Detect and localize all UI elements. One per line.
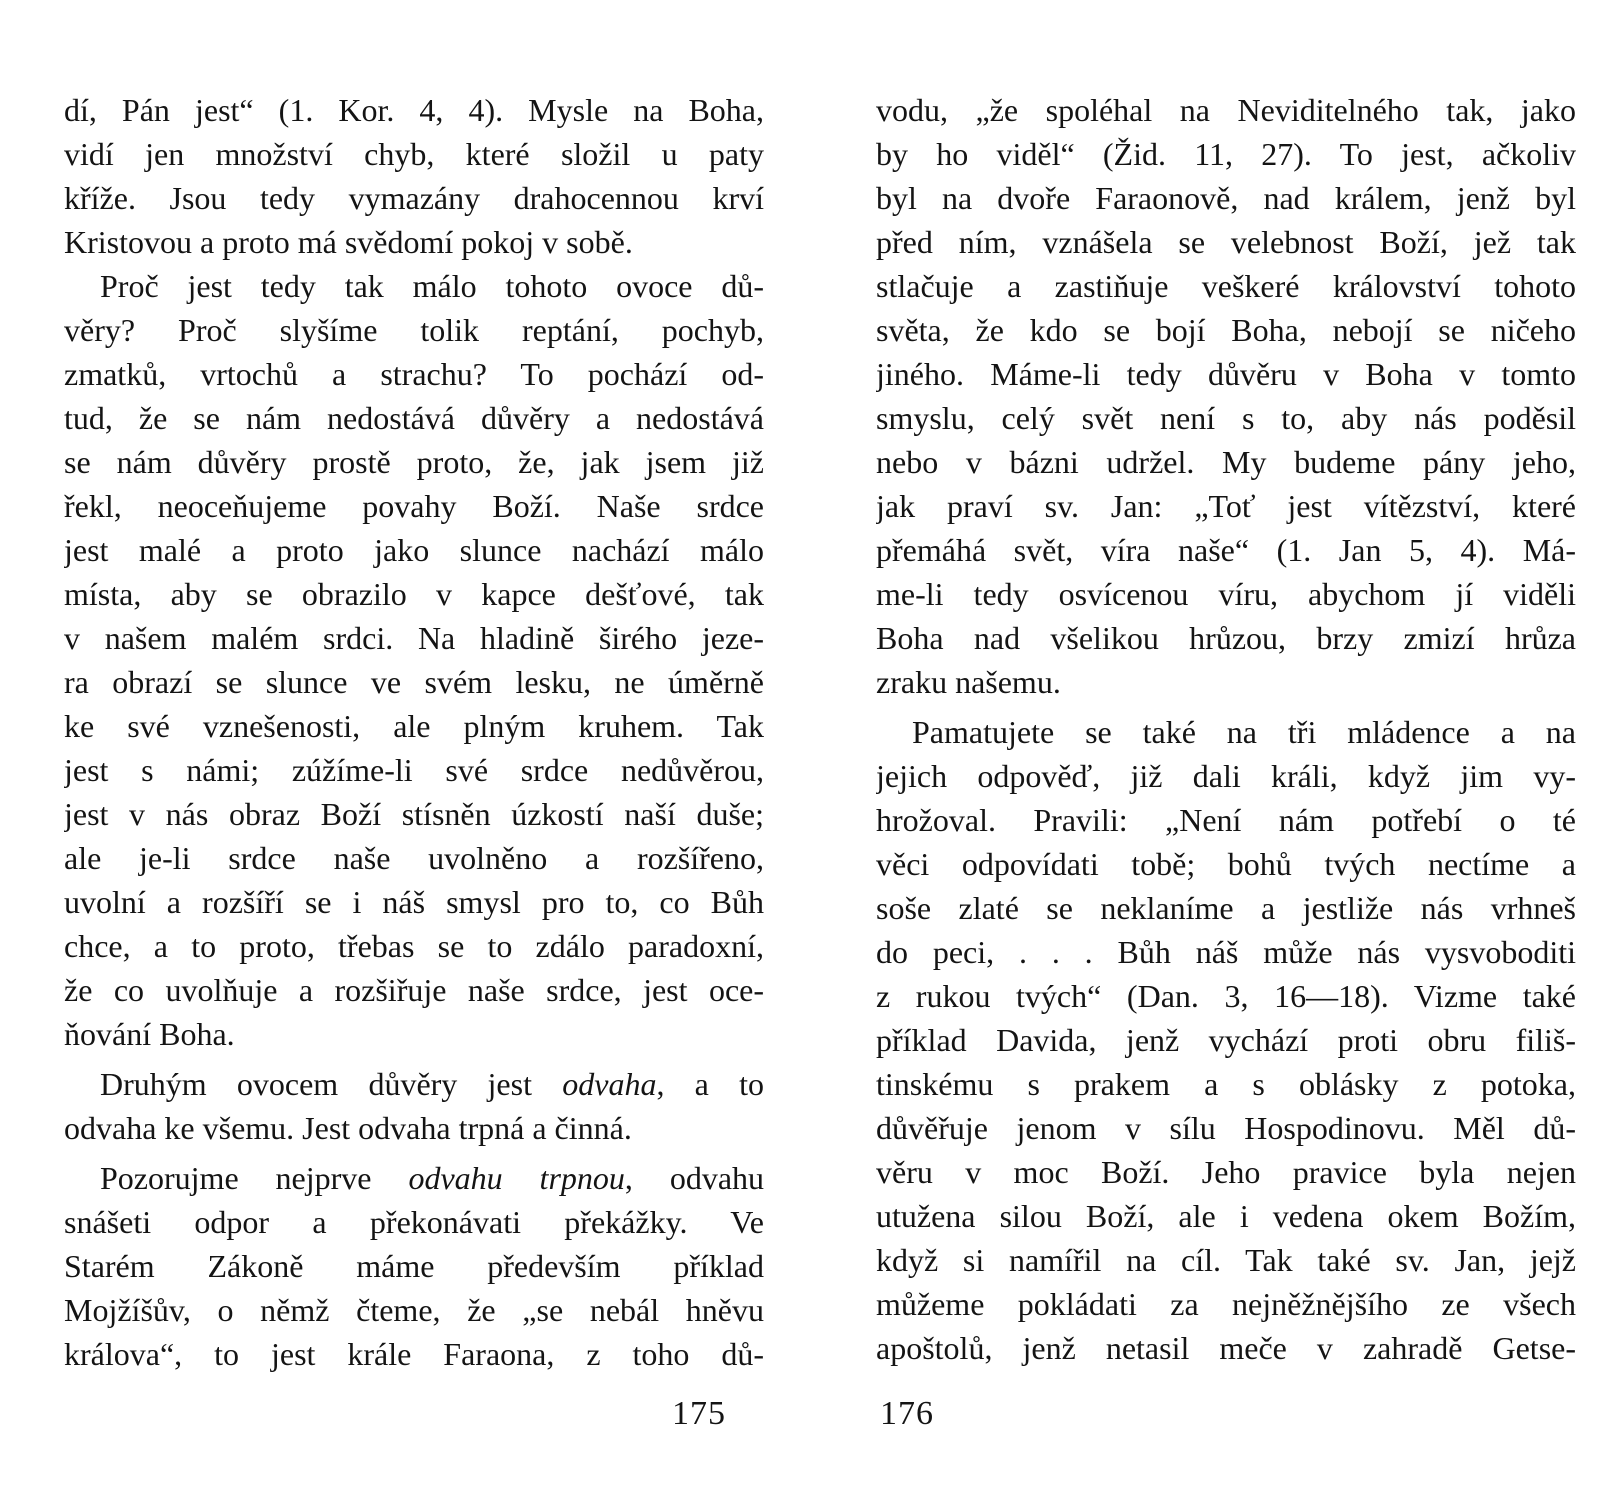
text-line: můžeme pokládati za nejněžnějšího ze všech: [876, 1286, 1576, 1322]
line-part: , a to: [656, 1066, 764, 1102]
text-line: ňování Boha.: [64, 1016, 235, 1052]
text-line: důvěřuje jenom v sílu Hospodinovu. Měl dů-: [876, 1110, 1576, 1146]
paragraph-start-line: Pamatujete se také na tři mládence a na: [912, 714, 1576, 750]
text-line: uvolní a rozšíří se i náš smysl pro to, co Bůh: [64, 884, 764, 920]
italic-term: odvaha: [562, 1066, 657, 1102]
paragraph-start-line: [64, 1062, 764, 1106]
text-line: řekl, neoceňujeme povahy Boží. Naše srdce: [64, 488, 764, 524]
text-line: jest v nás obraz Boží stísněn úzkostí naší duše;: [64, 796, 764, 832]
text-line: by ho viděl“ (Žid. 11, 27). To jest, ačkoliv: [876, 136, 1576, 172]
text-line: chce, a to proto, třebas se to zdálo paradoxní,: [64, 928, 764, 964]
text-line: smyslu, celý svět není s to, aby nás poděsil: [876, 400, 1576, 436]
text-line: zmatků, vrtochů a strachu? To pochází od-: [64, 356, 764, 392]
line-part: Druhým ovocem důvěry jest: [100, 1066, 532, 1102]
text-line: utužena silou Boží, ale i vedena okem Božím,: [876, 1198, 1576, 1234]
paragraph-start-line: Proč jest tedy tak málo tohoto ovoce dů-: [100, 268, 764, 304]
text-line: příklad Davida, jenž vychází proti obru filiš-: [876, 1022, 1576, 1058]
text-line: vidí jen množství chyb, které složil u paty: [64, 136, 764, 172]
text-line: jak praví sv. Jan: „Toť jest vítězství, které: [876, 488, 1576, 524]
text-line: věry? Proč slyšíme tolik reptání, pochyb,: [64, 312, 764, 348]
text-line: ale je-li srdce naše uvolněno a rozšířeno,: [64, 840, 764, 876]
text-line: hrožoval. Pravili: „Není nám potřebí o té: [876, 802, 1576, 838]
text-line: dí, Pán jest“ (1. Kor. 4, 4). Mysle na Boha,: [64, 92, 764, 128]
text-line: kříže. Jsou tedy vymazány drahocennou krví: [64, 180, 764, 216]
text-line: ke své vznešenosti, ale plným kruhem. Tak: [64, 708, 764, 744]
text-line: soše zlaté se neklaníme a jestliže nás vrhneš: [876, 890, 1576, 926]
text-line: věci odpovídati tobě; bohů tvých nectíme a: [876, 846, 1576, 882]
text-line: tud, že se nám nedostává důvěry a nedostává: [64, 400, 764, 436]
text-line: byl na dvoře Faraonově, nad králem, jenž byl: [876, 180, 1576, 216]
text-line: se nám důvěry prostě proto, že, jak jsem již: [64, 444, 764, 480]
page-number: 176: [880, 1395, 934, 1432]
text-line: když si namířil na cíl. Tak také sv. Jan, jejž: [876, 1242, 1576, 1278]
text-line: tinskému s prakem a s oblásky z potoka,: [876, 1066, 1576, 1102]
page-number: 175: [672, 1395, 726, 1432]
text-line: z rukou tvých“ (Dan. 3, 16—18). Vizme také: [876, 978, 1576, 1014]
text-line: nebo v bázni udržel. My budeme pány jeho,: [876, 444, 1576, 480]
text-line: do peci, . . . Bůh náš může nás vysvoboditi: [876, 934, 1576, 970]
paragraph-start-line: [64, 1156, 764, 1200]
text-line: Kristovou a proto má svědomí pokoj v sobě.: [64, 224, 633, 260]
text-line: věru v moc Boží. Jeho pravice byla nejen: [876, 1154, 1576, 1190]
text-line: Starém Zákoně máme především příklad: [64, 1248, 764, 1284]
text-line: Boha nad všelikou hrůzou, brzy zmizí hrůza: [876, 620, 1576, 656]
text-line: světa, že kdo se bojí Boha, nebojí se ničeho: [876, 312, 1576, 348]
text-line: králova“, to jest krále Faraona, z toho dů-: [64, 1336, 764, 1372]
text-line: že co uvolňuje a rozšiřuje naše srdce, jest oce-: [64, 972, 764, 1008]
text-line: stlačuje a zastiňuje veškeré království tohoto: [876, 268, 1576, 304]
text-line: místa, aby se obrazilo v kapce dešťové, tak: [64, 576, 764, 612]
line-part: Pozorujme nejprve: [100, 1160, 372, 1196]
text-line: jiného. Máme-li tedy důvěru v Boha v tomto: [876, 356, 1576, 392]
text-line: Mojžíšův, o němž čteme, že „se nebál hněvu: [64, 1292, 764, 1328]
text-line: vodu, „že spoléhal na Neviditelného tak, jako: [876, 92, 1576, 128]
text-line: zraku našemu.: [876, 664, 1061, 700]
text-line: jest malé a proto jako slunce nachází málo: [64, 532, 764, 568]
text-line: před ním, vznášela se velebnost Boží, jež tak: [876, 224, 1576, 260]
text-line: jejich odpověď, již dali králi, když jim vy-: [876, 758, 1576, 794]
right-page: [876, 88, 1576, 1370]
text-line: přemáhá svět, víra naše“ (1. Jan 5, 4). Má-: [876, 532, 1576, 568]
text-line: jest s námi; zúžíme-li své srdce nedůvěrou,: [64, 752, 764, 788]
italic-term: odvahu trpnou: [408, 1160, 625, 1196]
text-line: apoštolů, jenž netasil meče v zahradě Getse-: [876, 1330, 1576, 1366]
text-line: me-li tedy osvícenou víru, abychom jí viděli: [876, 576, 1576, 612]
line-part: , odvahu: [624, 1160, 764, 1196]
text-line: ra obrazí se slunce ve svém lesku, ne úměrně: [64, 664, 764, 700]
text-line: snášeti odpor a překonávati překážky. Ve: [64, 1204, 764, 1240]
left-page: [64, 88, 764, 1376]
text-line: odvaha ke všemu. Jest odvaha trpná a činná.: [64, 1110, 632, 1146]
text-line: v našem malém srdci. Na hladině širého jeze-: [64, 620, 764, 656]
